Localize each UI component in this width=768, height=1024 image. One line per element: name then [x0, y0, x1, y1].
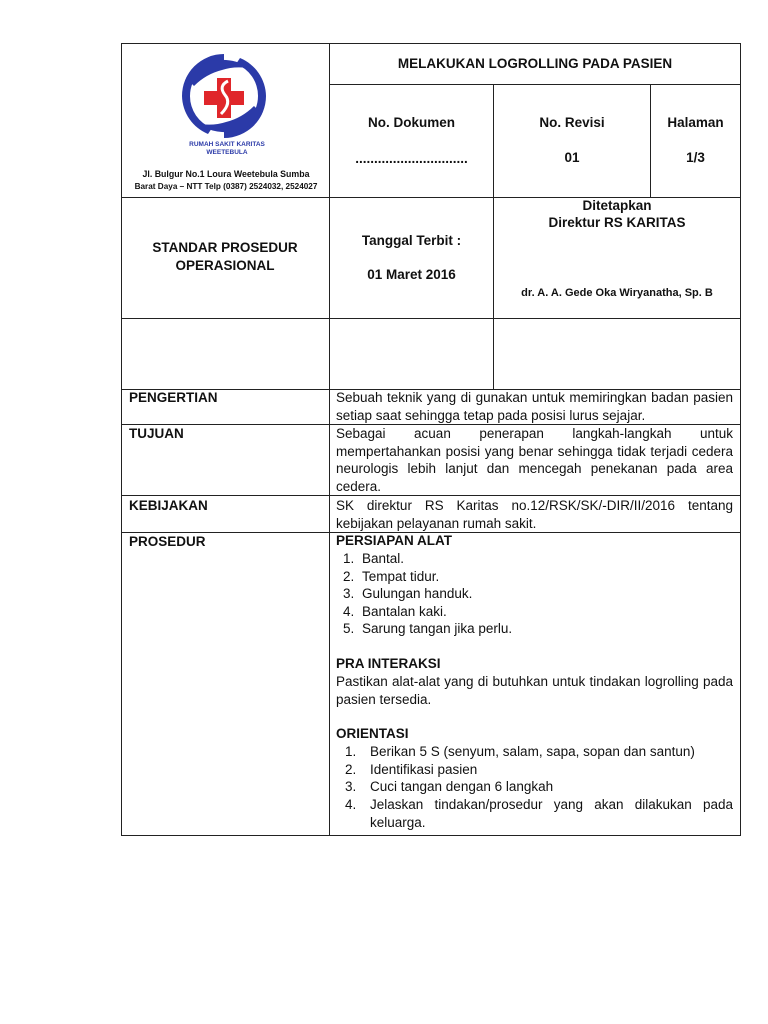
persiapan-alat-title: PERSIAPAN ALAT — [336, 533, 453, 548]
prosedur-label: PROSEDUR — [129, 534, 206, 549]
tujuan-text: Sebagai acuan penerapan langkah-langkah untuk mempertahankan posisi yang benar sehingga tidak terjadi cedera neurologis lebih lanjut dan mencegah penekanan pada area cedera. — [336, 426, 733, 494]
prosedur-content — [336, 532, 733, 831]
address-line1: Jl. Bulgur No.1 Loura Weetebula Sumba — [142, 169, 310, 179]
pra-interaksi-text: Pastikan alat-alat yang di butuhkan untuk tindakan logrolling pada pasien tersedia. — [336, 673, 733, 707]
list-item: 2. Identifikasi pasien — [360, 761, 733, 779]
hospital-logo — [168, 48, 280, 142]
hospital-name-line2: WEETEBULA — [206, 149, 248, 156]
pengertian-label: PENGERTIAN — [129, 390, 218, 405]
no-dokumen-value: .............................. — [355, 151, 468, 166]
halaman-label: Halaman — [667, 115, 724, 130]
spo-label: STANDAR PROSEDUR OPERASIONAL — [152, 240, 298, 273]
list-item: 4. Jelaskan tindakan/prosedur yang akan dilakukan pada keluarga. — [360, 796, 733, 831]
list-item: 1. Berikan 5 S (senyum, salam, sapa, sopan dan santun) — [360, 743, 733, 761]
kebijakan-text: SK direktur RS Karitas no.12/RSK/SK/-DIR/II/2016 tentang kebijakan pelayanan rumah sakit. — [336, 498, 733, 531]
no-revisi-value: 01 — [564, 150, 580, 165]
list-item: 1. Bantal. — [358, 550, 733, 568]
no-revisi-label: No. Revisi — [539, 115, 605, 130]
tanggal-terbit-label: Tanggal Terbit : — [361, 233, 462, 248]
list-item: 2. Tempat tidur. — [358, 568, 733, 586]
orientasi-list — [336, 743, 733, 831]
persiapan-alat-list — [336, 550, 733, 638]
halaman-value: 1/3 — [686, 150, 705, 165]
orientasi-title: ORIENTASI — [336, 726, 409, 742]
tanggal-terbit-value: 01 Maret 2016 — [367, 267, 456, 282]
direktur-label: Direktur RS KARITAS — [548, 215, 686, 230]
list-item: 4. Bantalan kaki. — [358, 603, 733, 621]
director-name: dr. A. A. Gede Oka Wiryanatha, Sp. B — [521, 287, 713, 299]
hospital-hands-cross-icon — [168, 48, 280, 142]
list-item: 3. Cuci tangan dengan 6 langkah — [360, 778, 733, 796]
pengertian-text: Sebuah teknik yang di gunakan untuk memiringkan badan pasien setiap saat sehingga tetap pada posisi lurus sejajar. — [336, 390, 733, 423]
no-dokumen-label: No. Dokumen — [367, 115, 455, 130]
tujuan-label: TUJUAN — [129, 426, 184, 441]
ditetapkan-label: Ditetapkan — [582, 198, 652, 213]
kebijakan-label: KEBIJAKAN — [129, 498, 208, 513]
address-line2: Barat Daya – NTT Telp (0387) 2524032, 2524027 — [134, 181, 318, 191]
list-item: 3. Gulungan handuk. — [358, 585, 733, 603]
pra-interaksi-title: PRA INTERAKSI — [336, 655, 441, 671]
document-title: MELAKUKAN LOGROLLING PADA PASIEN — [397, 56, 673, 71]
hospital-name-line1: RUMAH SAKIT KARITAS — [189, 141, 265, 148]
list-item: 5. Sarung tangan jika perlu. — [358, 620, 733, 638]
